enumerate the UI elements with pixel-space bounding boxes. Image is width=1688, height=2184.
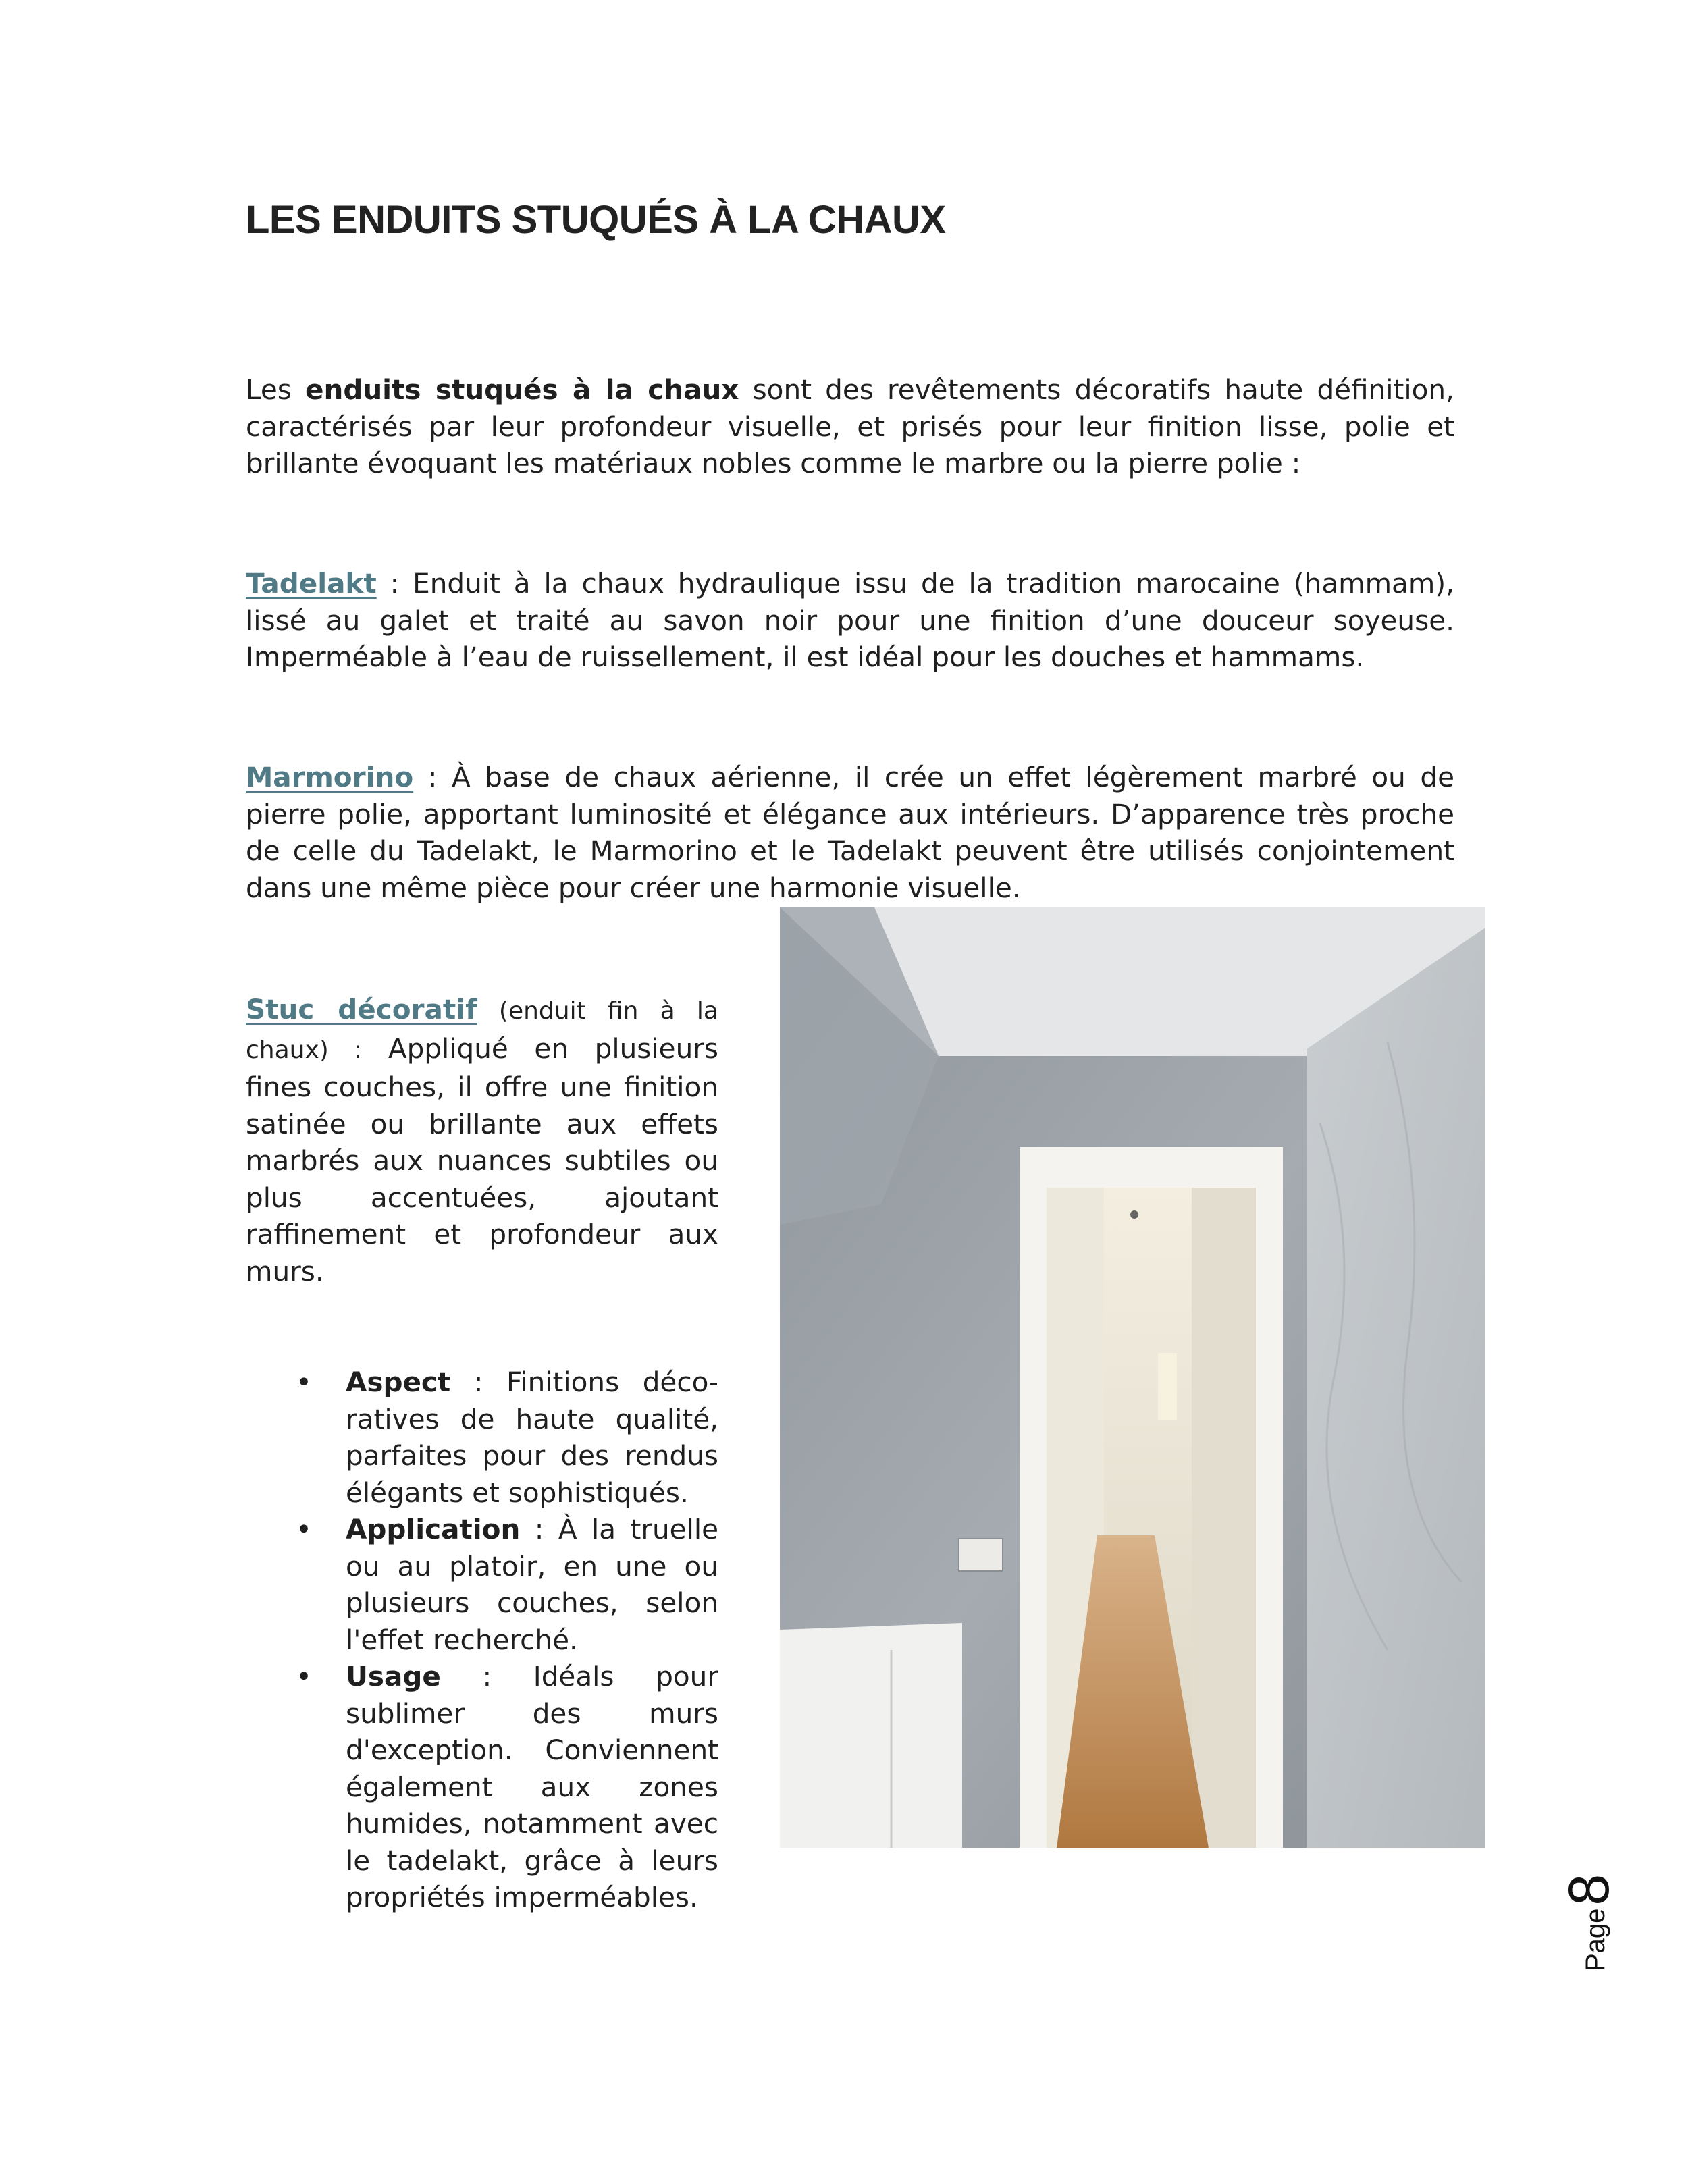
stuc-text: Appliqué en plusieurs fines couches, il offre une finition satinée ou brillante aux effets marbrés aux nuances subtiles ou plus accentuées, ajoutant raffinement et profondeur aux murs. <box>246 1032 718 1287</box>
intro-paragraph <box>246 371 1454 482</box>
page-number-value: 8 <box>1557 1873 1620 1906</box>
tadelakt-text: : Enduit à la chaux hydraulique issu de la tradition marocaine (hammam), lissé au galet et traité au savon noir pour une finition d’une douceur soyeuse. Imperméable à l’eau de ruissellement, il est idéal pour les douches et hammams. <box>246 567 1454 673</box>
marble-wall <box>1307 928 1485 1848</box>
page-number <box>1543 1863 1620 1971</box>
page-label: Page <box>1581 1908 1610 1971</box>
list-item <box>246 1364 718 1511</box>
stuc-link[interactable]: Stuc décoratif <box>246 993 477 1026</box>
bullet-label: Application <box>346 1513 521 1545</box>
marmorino-text: : À base de chaux aérienne, il crée un effet légèrement marbré ou de pierre polie, apportant luminosité et élégance aux intérieurs. D’apparence très proche de celle du Tadelakt, le Marmorino et le Tadelakt peuvent être utilisés conjointement dans une même pièce pour créer une harmonie visuelle. <box>246 761 1454 904</box>
bullet-text: : À la truelle ou au platoir, en une ou plusieurs couches, selon l'effet recherché. <box>346 1513 718 1656</box>
page-title: LES ENDUITS STUQUÉS À LA CHAUX <box>246 198 946 242</box>
bullet-label: Aspect <box>346 1366 451 1398</box>
light-switch <box>959 1539 1003 1571</box>
stuc-paragraph <box>246 991 718 1289</box>
bullet-icon: • <box>296 1660 312 1693</box>
intro-lead: Les <box>246 373 306 406</box>
marmorino-paragraph <box>246 759 1454 906</box>
white-cabinet <box>780 1623 962 1848</box>
tadelakt-paragraph <box>246 565 1454 676</box>
intro-rest: sont des revêtements décoratifs haute définition, caractérisés par leur profondeur visuelle, et prisés pour leur finition lisse, polie et brillante évoquant les matériaux nobles comme le marbre ou la pierre polie : <box>246 373 1454 479</box>
marmorino-link[interactable]: Marmorino <box>246 761 414 793</box>
intro-bold: enduits stuqués à la chaux <box>305 373 739 406</box>
bullet-text: : Idéals pour sublimer des murs d'exception. Conviennent également aux zones humides, notamment avec le tadelakt, grâce à leurs propriétés imperméables. <box>346 1660 718 1913</box>
bullet-label: Usage <box>346 1660 441 1693</box>
bullet-icon: • <box>296 1513 312 1545</box>
tadelakt-link[interactable]: Tadelakt <box>246 567 377 600</box>
bullet-icon: • <box>296 1366 312 1398</box>
list-item <box>246 1511 718 1658</box>
hallway-photo <box>780 907 1485 1848</box>
stuc-note: (enduit fin à la chaux) : <box>246 997 718 1064</box>
features-list <box>246 1364 718 1916</box>
bullet-text: : Finitions décoratives de haute qualité, parfaites pour des rendus élégants et sophistiqués. <box>346 1366 718 1509</box>
list-item <box>246 1658 718 1916</box>
